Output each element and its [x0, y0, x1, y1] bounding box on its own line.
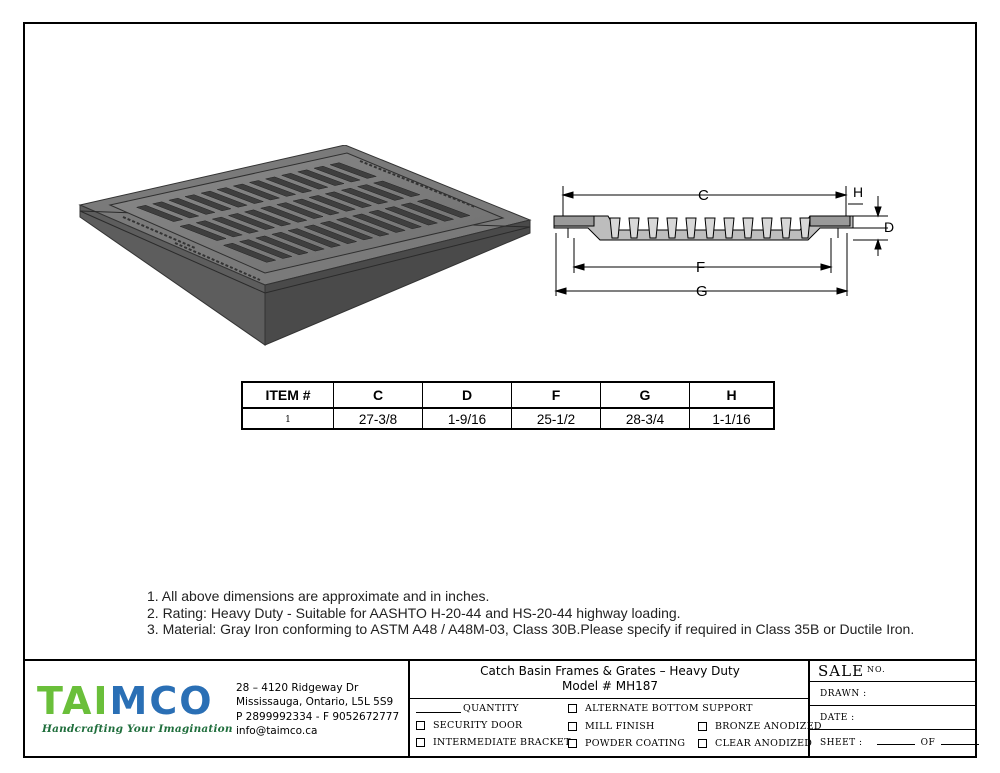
logo-text: TAIMCO [37, 680, 214, 720]
table-header-cell: D [422, 383, 511, 407]
table-header [243, 383, 773, 409]
alternate-bottom-support-option[interactable]: ALTERNATE BOTTOM SUPPORT [568, 703, 753, 714]
note-2: 2. Rating: Heavy Duty - Suitable for AASHTO H-20-44 and HS-20-44 highway loading. [147, 604, 681, 621]
notes [147, 588, 914, 638]
phone-line: P 2899992334 - F 9052672777 [236, 710, 400, 723]
profile-bar [629, 218, 639, 238]
profile-bar [686, 218, 696, 238]
sale-number: SALE $^{NO.}$ [818, 662, 886, 680]
sheet-field: SHEET : OF [820, 736, 985, 748]
checkbox[interactable] [568, 739, 577, 748]
profile-bar [648, 218, 658, 238]
checkbox[interactable] [698, 722, 707, 731]
profile-drawing [548, 178, 908, 298]
table-cell: 1-9/16 [422, 409, 511, 430]
table-cell: 1 [285, 414, 291, 425]
mill-finish-option[interactable]: MILL FINISH [568, 721, 655, 732]
email-line: info@taimco.ca [236, 724, 318, 737]
table-header-cell: C [333, 383, 422, 407]
profile-bar [724, 218, 734, 238]
checkbox[interactable] [568, 704, 577, 713]
product-title: Catch Basin Frames & Grates – Heavy Duty [480, 664, 740, 678]
grate-illustration [75, 145, 535, 350]
table-cell: 1-1/16 [689, 409, 773, 430]
checkbox[interactable] [698, 739, 707, 748]
dim-label-d: D [884, 219, 895, 235]
table-cell: 27-3/8 [333, 409, 422, 430]
powder-coating-option[interactable]: POWDER COATING [568, 738, 685, 749]
table-header-cell: H [689, 383, 773, 407]
dim-label-g: G [696, 283, 708, 298]
table-header-cell: G [600, 383, 689, 407]
clear-anodized-option[interactable]: CLEAR ANODIZED [698, 738, 812, 749]
checkbox[interactable] [416, 721, 425, 730]
dim-label-c: C [698, 187, 709, 204]
table-cell: 28-3/4 [600, 409, 689, 430]
table-header-cell: F [511, 383, 600, 407]
address-line: 28 – 4120 Ridgeway Dr [236, 682, 359, 694]
profile-bar [781, 218, 791, 238]
profile-bar [610, 218, 620, 238]
table-row [243, 409, 773, 430]
profile-bar [667, 218, 677, 238]
dim-label-f: F [696, 259, 706, 276]
quantity-field[interactable]: QUANTITY [416, 703, 519, 714]
drawn-label: DRAWN : [820, 689, 867, 699]
checkbox[interactable] [568, 722, 577, 731]
checkbox[interactable] [416, 738, 425, 747]
model-number: Model # MH187 [562, 679, 658, 693]
note-1: 1. All above dimensions are approximate and in inches. [147, 588, 490, 604]
dimension-table [241, 381, 775, 430]
address-line: Mississauga, Ontario, L5L 5S9 [236, 696, 394, 709]
security-door-option[interactable]: SECURITY DOOR [416, 720, 523, 731]
company-address [236, 681, 399, 738]
date-label: DATE : [820, 713, 855, 723]
bronze-anodized-option[interactable]: BRONZE ANODIZED [698, 721, 822, 732]
profile-bar [762, 218, 772, 238]
profile-bar [800, 218, 810, 238]
company-tagline: Handcrafting Your Imagination [42, 723, 233, 735]
dim-label-h: H [853, 184, 864, 200]
intermediate-bracket-option[interactable]: INTERMEDIATE BRACKET [416, 737, 571, 748]
profile-bar [743, 218, 753, 238]
profile-bar [705, 218, 715, 238]
table-cell: 25-1/2 [511, 409, 600, 430]
drawing-title [410, 664, 810, 694]
taimco-logo [37, 680, 217, 720]
note-3: 3. Material: Gray Iron conforming to ASTM A48 / A48M-03, Class 30B.Please specify if required in Class 35B or Ductile Iron. [147, 621, 915, 637]
table-header-cell: ITEM # [265, 387, 311, 403]
